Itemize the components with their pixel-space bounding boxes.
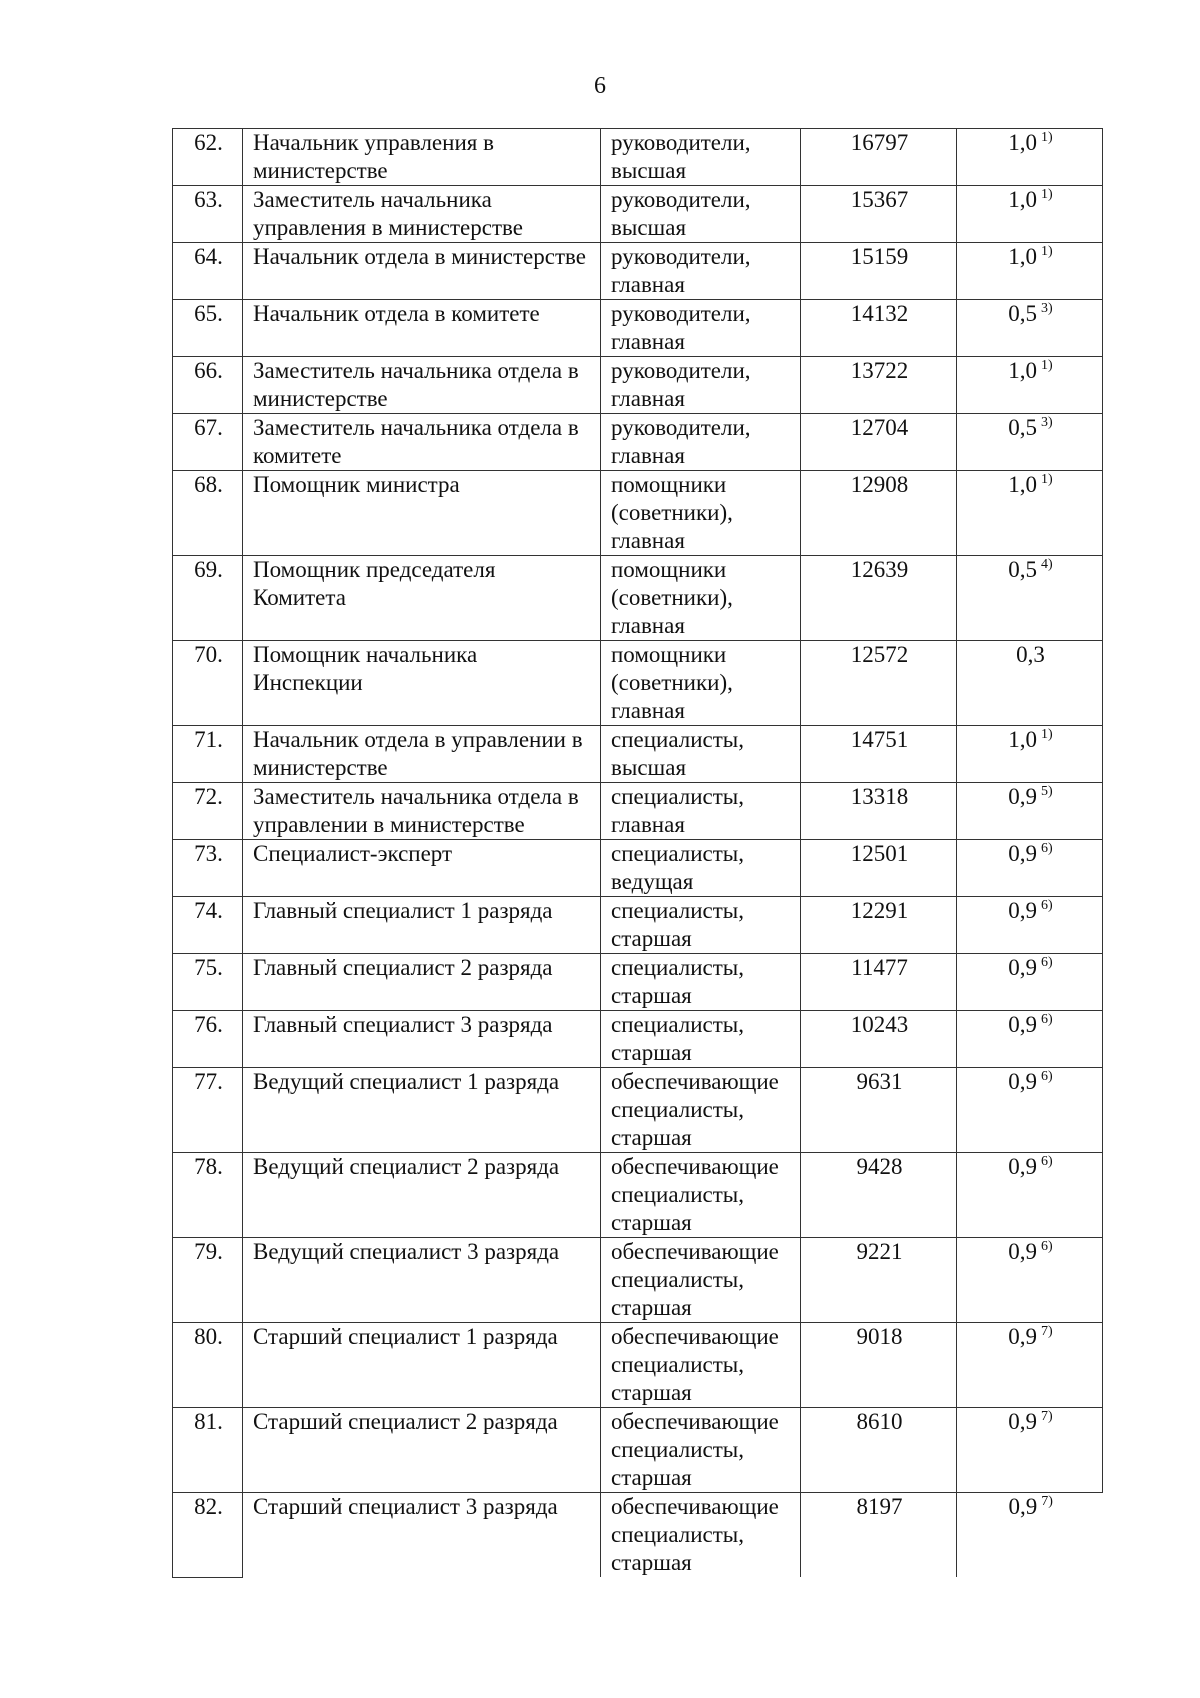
row-number-cell: 73. [173, 840, 243, 897]
coefficient-cell [957, 1493, 1103, 1578]
position-title-cell: Специалист-эксперт [243, 840, 601, 897]
footnote-marker: 3) [1041, 301, 1053, 317]
position-group-cell: обеспечивающие специалисты, старшая [601, 1408, 801, 1493]
position-group-cell: специалисты, старшая [601, 897, 801, 954]
coefficient-value: 0,9 [1008, 1324, 1038, 1349]
position-group-cell: обеспечивающие специалисты, старшая [601, 1493, 801, 1578]
row-number-cell: 64. [173, 243, 243, 300]
position-title-cell: Начальник отдела в управлении в министерстве [243, 726, 601, 783]
footnote-marker: 1) [1041, 727, 1053, 743]
coefficient-value: 0,5 [1008, 415, 1038, 440]
footnote-marker: 4) [1041, 557, 1053, 573]
position-group-cell: специалисты, старшая [601, 1011, 801, 1068]
coefficient-cell [957, 1408, 1103, 1493]
table-row [173, 783, 1103, 840]
position-title-cell: Заместитель начальника отдела в управлении в министерстве [243, 783, 601, 840]
table-row [173, 357, 1103, 414]
row-number-cell: 65. [173, 300, 243, 357]
table-row [173, 1068, 1103, 1153]
coefficient-cell [957, 840, 1103, 897]
position-title-cell: Заместитель начальника отдела в министерстве [243, 357, 601, 414]
salary-cell: 11477 [801, 954, 957, 1011]
row-number-cell: 66. [173, 357, 243, 414]
position-title-cell: Ведущий специалист 3 разряда [243, 1238, 601, 1323]
position-title-cell: Заместитель начальника управления в министерстве [243, 186, 601, 243]
position-title-cell: Старший специалист 2 разряда [243, 1408, 601, 1493]
table-row [173, 840, 1103, 897]
footnote-marker: 1) [1041, 358, 1053, 374]
footnote-marker: 7) [1041, 1409, 1053, 1425]
footnote-marker: 6) [1041, 1239, 1053, 1255]
coefficient-value: 1,0 [1008, 727, 1038, 752]
row-number-cell: 82. [173, 1493, 243, 1578]
coefficient-value: 0,9 [1008, 841, 1038, 866]
table-row [173, 897, 1103, 954]
footnote-marker: 7) [1041, 1494, 1053, 1510]
row-number-cell: 79. [173, 1238, 243, 1323]
coefficient-value: 0,9 [1008, 1012, 1038, 1037]
coefficient-value: 0,9 [1008, 898, 1038, 923]
position-group-cell: специалисты, старшая [601, 954, 801, 1011]
table-row [173, 243, 1103, 300]
footnote-marker: 1) [1041, 472, 1053, 488]
salary-cell: 13318 [801, 783, 957, 840]
coefficient-cell [957, 556, 1103, 641]
coefficient-value: 0,9 [1008, 784, 1038, 809]
table-row [173, 954, 1103, 1011]
position-title-cell: Начальник управления в министерстве [243, 129, 601, 186]
salary-cell: 8197 [801, 1493, 957, 1578]
salary-cell: 15367 [801, 186, 957, 243]
position-title-cell: Главный специалист 2 разряда [243, 954, 601, 1011]
row-number-cell: 62. [173, 129, 243, 186]
position-group-cell: специалисты, ведущая [601, 840, 801, 897]
table-row [173, 726, 1103, 783]
table-row [173, 300, 1103, 357]
coefficient-cell [957, 1011, 1103, 1068]
position-group-cell: обеспечивающие специалисты, старшая [601, 1153, 801, 1238]
position-group-cell: обеспечивающие специалисты, старшая [601, 1323, 801, 1408]
position-group-cell: помощники (советники), главная [601, 556, 801, 641]
coefficient-cell [957, 414, 1103, 471]
coefficient-cell [957, 726, 1103, 783]
coefficient-cell [957, 954, 1103, 1011]
coefficient-value: 0,9 [1008, 1239, 1038, 1264]
footnote-marker: 6) [1041, 1154, 1053, 1170]
position-group-cell: руководители, главная [601, 243, 801, 300]
salary-cell: 13722 [801, 357, 957, 414]
salary-cell: 10243 [801, 1011, 957, 1068]
coefficient-cell [957, 1068, 1103, 1153]
position-title-cell: Помощник министра [243, 471, 601, 556]
page-number: 6 [594, 73, 606, 99]
row-number-cell: 74. [173, 897, 243, 954]
position-group-cell: руководители, высшая [601, 129, 801, 186]
position-group-cell: специалисты, высшая [601, 726, 801, 783]
coefficient-cell [957, 1238, 1103, 1323]
coefficient-value: 0,5 [1008, 301, 1038, 326]
position-title-cell: Ведущий специалист 2 разряда [243, 1153, 601, 1238]
footnote-marker: 7) [1041, 1324, 1053, 1340]
salary-cell: 12704 [801, 414, 957, 471]
coefficient-value: 1,0 [1008, 472, 1038, 497]
coefficient-cell [957, 1153, 1103, 1238]
position-title-cell: Заместитель начальника отдела в комитете [243, 414, 601, 471]
coefficient-cell [957, 641, 1103, 726]
positions-table [172, 128, 1103, 1578]
table-row [173, 414, 1103, 471]
table-row [173, 1153, 1103, 1238]
coefficient-cell [957, 1323, 1103, 1408]
salary-cell: 12572 [801, 641, 957, 726]
table-row [173, 471, 1103, 556]
footnote-marker: 1) [1041, 187, 1053, 203]
row-number-cell: 70. [173, 641, 243, 726]
table-row [173, 1323, 1103, 1408]
position-group-cell: обеспечивающие специалисты, старшая [601, 1068, 801, 1153]
footnote-marker: 6) [1041, 841, 1053, 857]
salary-cell: 15159 [801, 243, 957, 300]
salary-cell: 12501 [801, 840, 957, 897]
table-row [173, 1493, 1103, 1578]
row-number-cell: 71. [173, 726, 243, 783]
position-title-cell: Главный специалист 3 разряда [243, 1011, 601, 1068]
position-title-cell: Помощник начальника Инспекции [243, 641, 601, 726]
salary-cell: 14132 [801, 300, 957, 357]
coefficient-cell [957, 300, 1103, 357]
coefficient-cell [957, 243, 1103, 300]
salary-cell: 14751 [801, 726, 957, 783]
footnote-marker: 1) [1041, 130, 1053, 146]
coefficient-value: 0,9 [1008, 955, 1038, 980]
position-title-cell: Старший специалист 1 разряда [243, 1323, 601, 1408]
position-title-cell: Начальник отдела в министерстве [243, 243, 601, 300]
coefficient-cell [957, 129, 1103, 186]
footnote-marker: 1) [1041, 244, 1053, 260]
table-row [173, 186, 1103, 243]
position-group-cell: руководители, высшая [601, 186, 801, 243]
coefficient-value: 1,0 [1008, 244, 1038, 269]
coefficient-value: 0,9 [1008, 1409, 1038, 1434]
salary-cell: 16797 [801, 129, 957, 186]
position-group-cell: специалисты, главная [601, 783, 801, 840]
position-title-cell: Главный специалист 1 разряда [243, 897, 601, 954]
row-number-cell: 69. [173, 556, 243, 641]
salary-cell: 12908 [801, 471, 957, 556]
footnote-marker: 6) [1041, 1069, 1053, 1085]
coefficient-value: 1,0 [1008, 358, 1038, 383]
coefficient-value: 1,0 [1008, 187, 1038, 212]
footnote-marker: 3) [1041, 415, 1053, 431]
salary-cell: 12639 [801, 556, 957, 641]
table-row [173, 1011, 1103, 1068]
row-number-cell: 63. [173, 186, 243, 243]
salary-cell: 9018 [801, 1323, 957, 1408]
row-number-cell: 78. [173, 1153, 243, 1238]
table-row [173, 1238, 1103, 1323]
coefficient-cell [957, 471, 1103, 556]
coefficient-value: 0,9 [1008, 1494, 1038, 1519]
row-number-cell: 75. [173, 954, 243, 1011]
position-group-cell: руководители, главная [601, 357, 801, 414]
coefficient-value: 0,9 [1008, 1069, 1038, 1094]
coefficient-cell [957, 357, 1103, 414]
row-number-cell: 76. [173, 1011, 243, 1068]
position-group-cell: обеспечивающие специалисты, старшая [601, 1238, 801, 1323]
position-group-cell: помощники (советники), главная [601, 641, 801, 726]
coefficient-value: 0,9 [1008, 1154, 1038, 1179]
salary-cell: 9428 [801, 1153, 957, 1238]
footnote-marker: 5) [1041, 784, 1053, 800]
salary-cell: 9221 [801, 1238, 957, 1323]
table-row [173, 556, 1103, 641]
salary-cell: 9631 [801, 1068, 957, 1153]
coefficient-value: 0,3 [1016, 642, 1045, 667]
coefficient-cell [957, 186, 1103, 243]
row-number-cell: 72. [173, 783, 243, 840]
table-row [173, 641, 1103, 726]
position-group-cell: помощники (советники), главная [601, 471, 801, 556]
row-number-cell: 77. [173, 1068, 243, 1153]
position-group-cell: руководители, главная [601, 414, 801, 471]
coefficient-cell [957, 783, 1103, 840]
table-row [173, 129, 1103, 186]
coefficient-value: 1,0 [1008, 130, 1038, 155]
position-title-cell: Начальник отдела в комитете [243, 300, 601, 357]
table-row [173, 1408, 1103, 1493]
row-number-cell: 81. [173, 1408, 243, 1493]
positions-table-body [173, 129, 1103, 1578]
position-title-cell: Ведущий специалист 1 разряда [243, 1068, 601, 1153]
footnote-marker: 6) [1041, 955, 1053, 971]
footnote-marker: 6) [1041, 898, 1053, 914]
row-number-cell: 68. [173, 471, 243, 556]
salary-cell: 12291 [801, 897, 957, 954]
coefficient-value: 0,5 [1008, 557, 1038, 582]
coefficient-cell [957, 897, 1103, 954]
position-title-cell: Помощник председателя Комитета [243, 556, 601, 641]
footnote-marker: 6) [1041, 1012, 1053, 1028]
position-group-cell: руководители, главная [601, 300, 801, 357]
salary-cell: 8610 [801, 1408, 957, 1493]
row-number-cell: 67. [173, 414, 243, 471]
row-number-cell: 80. [173, 1323, 243, 1408]
position-title-cell: Старший специалист 3 разряда [243, 1493, 601, 1578]
